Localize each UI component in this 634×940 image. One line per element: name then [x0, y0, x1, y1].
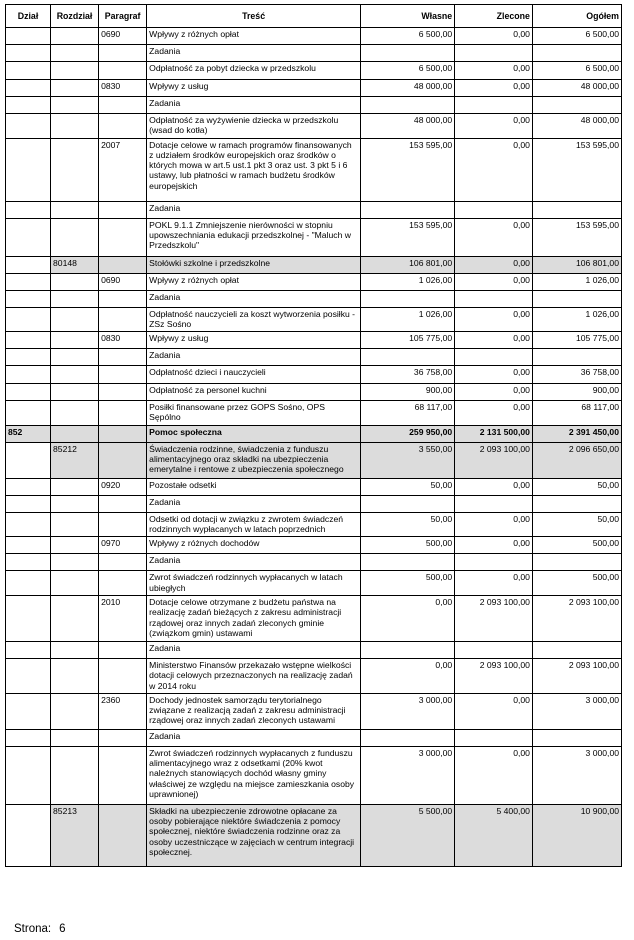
cell-paragraf — [99, 804, 147, 866]
cell-paragraf — [99, 349, 147, 366]
rozdzial-row — [6, 804, 622, 866]
table-row — [6, 537, 622, 554]
cell-tresc: Odsetki od dotacji w związku z zwrotem świadczeń rodzinnych wypłacanych w latach poprzednich — [147, 512, 361, 537]
table-row — [6, 28, 622, 45]
cell-rozdzial — [51, 384, 99, 401]
cell-paragraf — [99, 62, 147, 80]
cell-ogolem: 2 093 100,00 — [532, 595, 621, 641]
cell-wlasne: 153 595,00 — [361, 218, 455, 256]
cell-wlasne: 153 595,00 — [361, 138, 455, 201]
cell-paragraf: 0970 — [99, 537, 147, 554]
cell-dzial — [6, 512, 51, 537]
cell-paragraf — [99, 658, 147, 693]
cell-zlecone: 0,00 — [455, 273, 533, 290]
table-row — [6, 554, 622, 571]
cell-zlecone: 0,00 — [455, 62, 533, 80]
cell-rozdzial — [51, 80, 99, 97]
cell-tresc: Zadania — [147, 45, 361, 62]
cell-wlasne — [361, 201, 455, 218]
cell-ogolem: 10 900,00 — [532, 804, 621, 866]
cell-paragraf: 2007 — [99, 138, 147, 201]
rozdzial-row — [6, 256, 622, 273]
table-row — [6, 349, 622, 366]
cell-dzial — [6, 349, 51, 366]
cell-rozdzial — [51, 307, 99, 332]
header-row — [6, 5, 622, 28]
cell-tresc: Dochody jednostek samorządu terytorialnego związane z realizacją zadań z zakresu administracji rządowej oraz innych zadań zleconych ustawami — [147, 693, 361, 729]
table-row — [6, 114, 622, 139]
cell-tresc: Zadania — [147, 349, 361, 366]
cell-rozdzial — [51, 62, 99, 80]
cell-paragraf — [99, 384, 147, 401]
cell-paragraf — [99, 401, 147, 426]
table-row — [6, 495, 622, 512]
cell-tresc: Zadania — [147, 641, 361, 658]
cell-zlecone: 2 131 500,00 — [455, 425, 533, 442]
cell-wlasne: 6 500,00 — [361, 62, 455, 80]
cell-rozdzial — [51, 201, 99, 218]
header-dzial: Dział — [6, 5, 51, 28]
cell-ogolem: 500,00 — [532, 537, 621, 554]
table-row — [6, 478, 622, 495]
cell-wlasne: 3 000,00 — [361, 693, 455, 729]
cell-zlecone: 0,00 — [455, 401, 533, 426]
cell-rozdzial — [51, 114, 99, 139]
cell-paragraf — [99, 729, 147, 746]
cell-rozdzial — [51, 595, 99, 641]
cell-dzial — [6, 442, 51, 478]
cell-paragraf — [99, 290, 147, 307]
cell-dzial — [6, 273, 51, 290]
cell-tresc: Pozostałe odsetki — [147, 478, 361, 495]
table-row — [6, 97, 622, 114]
table-row — [6, 201, 622, 218]
cell-dzial — [6, 641, 51, 658]
cell-tresc: Zwrot świadczeń rodzinnych wypłacanych w latach ubiegłych — [147, 571, 361, 596]
cell-dzial — [6, 45, 51, 62]
table-row — [6, 307, 622, 332]
cell-ogolem — [532, 554, 621, 571]
cell-tresc: Wpływy z różnych opłat — [147, 273, 361, 290]
cell-zlecone: 0,00 — [455, 537, 533, 554]
cell-tresc: Odpłatność za wyżywienie dziecka w przedszkolu (wsad do kotła) — [147, 114, 361, 139]
cell-dzial — [6, 693, 51, 729]
cell-ogolem: 500,00 — [532, 571, 621, 596]
cell-wlasne: 5 500,00 — [361, 804, 455, 866]
cell-dzial — [6, 384, 51, 401]
cell-wlasne — [361, 495, 455, 512]
cell-paragraf: 0830 — [99, 332, 147, 349]
cell-ogolem: 36 758,00 — [532, 366, 621, 384]
cell-paragraf: 2010 — [99, 595, 147, 641]
cell-ogolem — [532, 729, 621, 746]
cell-paragraf — [99, 45, 147, 62]
cell-rozdzial — [51, 495, 99, 512]
cell-wlasne: 0,00 — [361, 595, 455, 641]
cell-ogolem: 68 117,00 — [532, 401, 621, 426]
cell-paragraf: 2360 — [99, 693, 147, 729]
cell-zlecone — [455, 349, 533, 366]
table-row — [6, 332, 622, 349]
cell-zlecone: 0,00 — [455, 478, 533, 495]
cell-wlasne: 0,00 — [361, 658, 455, 693]
table-row — [6, 290, 622, 307]
cell-tresc: Ministerstwo Finansów przekazało wstępne wielkości dotacji celowych przeznaczonych na realizację zadań w 2014 roku — [147, 658, 361, 693]
cell-paragraf — [99, 114, 147, 139]
dzial-row — [6, 425, 622, 442]
cell-rozdzial: 80148 — [51, 256, 99, 273]
cell-tresc: Wpływy z usług — [147, 332, 361, 349]
cell-wlasne — [361, 45, 455, 62]
header-tresc: Treść — [147, 5, 361, 28]
cell-wlasne: 68 117,00 — [361, 401, 455, 426]
cell-ogolem: 1 026,00 — [532, 307, 621, 332]
cell-ogolem — [532, 201, 621, 218]
cell-rozdzial — [51, 332, 99, 349]
cell-tresc: Stołówki szkolne i przedszkolne — [147, 256, 361, 273]
cell-dzial: 852 — [6, 425, 51, 442]
cell-rozdzial — [51, 478, 99, 495]
cell-wlasne: 1 026,00 — [361, 307, 455, 332]
cell-rozdzial: 85213 — [51, 804, 99, 866]
cell-tresc: Odpłatność dzieci i nauczycieli — [147, 366, 361, 384]
table-row — [6, 595, 622, 641]
cell-dzial — [6, 478, 51, 495]
cell-paragraf — [99, 554, 147, 571]
cell-zlecone — [455, 495, 533, 512]
cell-tresc: Wpływy z różnych dochodów — [147, 537, 361, 554]
cell-dzial — [6, 571, 51, 596]
cell-ogolem — [532, 349, 621, 366]
cell-tresc: Dotacje celowe w ramach programów finansowanych z udziałem środków europejskich oraz środków o których mowa w art.5 ust.1 pkt 3 oraz ust. 3 pkt 5 i 6 ustawy, lub płatności w ramach budżetu środków europejskich — [147, 138, 361, 201]
cell-tresc: Świadczenia rodzinne, świadczenia z funduszu alimentacyjnego oraz składki na ubezpieczenia emerytalne i rentowe z ubezpieczenia społecznego — [147, 442, 361, 478]
table-row — [6, 384, 622, 401]
cell-zlecone: 0,00 — [455, 332, 533, 349]
cell-ogolem: 50,00 — [532, 512, 621, 537]
table-row — [6, 512, 622, 537]
cell-ogolem: 2 093 100,00 — [532, 658, 621, 693]
cell-rozdzial — [51, 537, 99, 554]
cell-ogolem: 3 000,00 — [532, 746, 621, 804]
cell-wlasne: 900,00 — [361, 384, 455, 401]
cell-rozdzial: 85212 — [51, 442, 99, 478]
cell-wlasne — [361, 554, 455, 571]
cell-paragraf — [99, 495, 147, 512]
cell-zlecone: 0,00 — [455, 218, 533, 256]
table-row — [6, 658, 622, 693]
cell-ogolem — [532, 641, 621, 658]
cell-zlecone — [455, 97, 533, 114]
cell-ogolem — [532, 290, 621, 307]
cell-dzial — [6, 658, 51, 693]
cell-rozdzial — [51, 658, 99, 693]
cell-zlecone: 2 093 100,00 — [455, 442, 533, 478]
table-row — [6, 218, 622, 256]
table-row — [6, 366, 622, 384]
cell-zlecone: 0,00 — [455, 571, 533, 596]
cell-paragraf: 0690 — [99, 273, 147, 290]
cell-dzial — [6, 746, 51, 804]
cell-rozdzial — [51, 45, 99, 62]
cell-rozdzial — [51, 746, 99, 804]
cell-paragraf — [99, 571, 147, 596]
rozdzial-row — [6, 442, 622, 478]
cell-tresc: Zadania — [147, 554, 361, 571]
cell-dzial — [6, 28, 51, 45]
cell-ogolem: 48 000,00 — [532, 114, 621, 139]
cell-tresc: Posiłki finansowane przez GOPS Sośno, OPS Sępólno — [147, 401, 361, 426]
cell-paragraf: 0690 — [99, 28, 147, 45]
cell-dzial — [6, 554, 51, 571]
cell-zlecone — [455, 729, 533, 746]
budget-table — [5, 4, 622, 867]
cell-rozdzial — [51, 97, 99, 114]
cell-wlasne: 106 801,00 — [361, 256, 455, 273]
cell-dzial — [6, 537, 51, 554]
table-row — [6, 746, 622, 804]
cell-wlasne: 50,00 — [361, 512, 455, 537]
cell-tresc: Odpłatność za personel kuchni — [147, 384, 361, 401]
cell-wlasne — [361, 290, 455, 307]
cell-wlasne: 500,00 — [361, 537, 455, 554]
cell-wlasne: 3 550,00 — [361, 442, 455, 478]
cell-wlasne: 6 500,00 — [361, 28, 455, 45]
cell-dzial — [6, 401, 51, 426]
cell-rozdzial — [51, 218, 99, 256]
cell-zlecone — [455, 201, 533, 218]
cell-dzial — [6, 256, 51, 273]
cell-zlecone: 0,00 — [455, 512, 533, 537]
cell-zlecone: 2 093 100,00 — [455, 658, 533, 693]
cell-tresc: POKL 9.1.1 Zmniejszenie nierówności w stopniu upowszechniania edukacji przedszkolnej - "Maluch w Przedszkolu" — [147, 218, 361, 256]
cell-paragraf — [99, 366, 147, 384]
cell-tresc: Wpływy z usług — [147, 80, 361, 97]
cell-paragraf — [99, 201, 147, 218]
cell-dzial — [6, 332, 51, 349]
cell-rozdzial — [51, 28, 99, 45]
cell-ogolem: 2 391 450,00 — [532, 425, 621, 442]
cell-dzial — [6, 80, 51, 97]
cell-zlecone — [455, 554, 533, 571]
cell-wlasne: 105 775,00 — [361, 332, 455, 349]
cell-ogolem: 106 801,00 — [532, 256, 621, 273]
cell-dzial — [6, 595, 51, 641]
cell-zlecone — [455, 641, 533, 658]
cell-dzial — [6, 97, 51, 114]
cell-ogolem: 6 500,00 — [532, 62, 621, 80]
cell-wlasne — [361, 729, 455, 746]
page-number: 6 — [59, 923, 66, 935]
cell-dzial — [6, 62, 51, 80]
cell-dzial — [6, 201, 51, 218]
cell-tresc: Zadania — [147, 201, 361, 218]
cell-zlecone: 0,00 — [455, 384, 533, 401]
cell-rozdzial — [51, 349, 99, 366]
cell-zlecone: 0,00 — [455, 28, 533, 45]
cell-rozdzial — [51, 729, 99, 746]
cell-wlasne — [361, 641, 455, 658]
cell-rozdzial — [51, 273, 99, 290]
cell-dzial — [6, 729, 51, 746]
page-footer — [14, 923, 65, 935]
table-row — [6, 45, 622, 62]
cell-zlecone: 0,00 — [455, 256, 533, 273]
cell-dzial — [6, 495, 51, 512]
cell-wlasne: 48 000,00 — [361, 80, 455, 97]
table-row — [6, 62, 622, 80]
table-row — [6, 571, 622, 596]
table-row — [6, 138, 622, 201]
cell-zlecone: 0,00 — [455, 746, 533, 804]
cell-zlecone: 2 093 100,00 — [455, 595, 533, 641]
cell-paragraf: 0920 — [99, 478, 147, 495]
cell-ogolem: 3 000,00 — [532, 693, 621, 729]
cell-tresc: Wpływy z różnych opłat — [147, 28, 361, 45]
cell-tresc: Odpłatność nauczycieli za koszt wytworzenia posiłku - ZSz Sośno — [147, 307, 361, 332]
cell-ogolem: 1 026,00 — [532, 273, 621, 290]
cell-tresc: Składki na ubezpieczenie zdrowotne opłacane za osoby pobierające niektóre świadczenia z pomocy społecznej, niektóre świadczenia rodzinne oraz za osoby uczestniczące w zajęciach w centrum integracji społecznej. — [147, 804, 361, 866]
cell-paragraf — [99, 442, 147, 478]
cell-wlasne: 1 026,00 — [361, 273, 455, 290]
cell-tresc: Zadania — [147, 729, 361, 746]
cell-tresc: Zwrot świadczeń rodzinnych wypłacanych z funduszu alimentacyjnego wraz z odsetkami (20% kwot należnych stanowiących dochód własny gminy właściwej ze względu na miejsce zamieszkania osoby uprawnionej) — [147, 746, 361, 804]
table-row — [6, 273, 622, 290]
cell-ogolem: 50,00 — [532, 478, 621, 495]
cell-ogolem: 153 595,00 — [532, 218, 621, 256]
header-paragraf: Paragraf — [99, 5, 147, 28]
cell-ogolem — [532, 97, 621, 114]
cell-zlecone: 5 400,00 — [455, 804, 533, 866]
cell-paragraf — [99, 746, 147, 804]
cell-dzial — [6, 307, 51, 332]
cell-ogolem: 48 000,00 — [532, 80, 621, 97]
page-label: Strona: — [14, 923, 52, 935]
cell-wlasne: 259 950,00 — [361, 425, 455, 442]
cell-wlasne: 50,00 — [361, 478, 455, 495]
header-zlecone: Zlecone — [455, 5, 533, 28]
cell-dzial — [6, 138, 51, 201]
cell-paragraf — [99, 256, 147, 273]
cell-ogolem — [532, 495, 621, 512]
table-row — [6, 401, 622, 426]
cell-tresc: Dotacje celowe otrzymane z budżetu państwa na realizację zadań bieżących z zakresu administracji rządowej oraz innych zadań zleconych gminie (związkom gmin) ustawami — [147, 595, 361, 641]
table-row — [6, 693, 622, 729]
cell-dzial — [6, 804, 51, 866]
cell-wlasne: 48 000,00 — [361, 114, 455, 139]
cell-rozdzial — [51, 138, 99, 201]
cell-paragraf — [99, 512, 147, 537]
header-ogolem: Ogółem — [532, 5, 621, 28]
cell-ogolem — [532, 45, 621, 62]
cell-rozdzial — [51, 290, 99, 307]
cell-rozdzial — [51, 425, 99, 442]
cell-paragraf — [99, 425, 147, 442]
cell-wlasne — [361, 97, 455, 114]
cell-paragraf — [99, 97, 147, 114]
cell-tresc: Zadania — [147, 495, 361, 512]
cell-dzial — [6, 218, 51, 256]
cell-tresc: Pomoc społeczna — [147, 425, 361, 442]
cell-dzial — [6, 290, 51, 307]
cell-zlecone — [455, 45, 533, 62]
cell-dzial — [6, 366, 51, 384]
table-row — [6, 729, 622, 746]
cell-tresc: Zadania — [147, 290, 361, 307]
cell-rozdzial — [51, 554, 99, 571]
cell-wlasne: 36 758,00 — [361, 366, 455, 384]
cell-rozdzial — [51, 641, 99, 658]
cell-tresc: Zadania — [147, 97, 361, 114]
header-wlasne: Własne — [361, 5, 455, 28]
cell-ogolem: 900,00 — [532, 384, 621, 401]
cell-paragraf — [99, 641, 147, 658]
cell-rozdzial — [51, 512, 99, 537]
cell-ogolem: 6 500,00 — [532, 28, 621, 45]
table-row — [6, 80, 622, 97]
cell-zlecone: 0,00 — [455, 80, 533, 97]
cell-zlecone — [455, 290, 533, 307]
cell-rozdzial — [51, 401, 99, 426]
cell-rozdzial — [51, 571, 99, 596]
cell-wlasne — [361, 349, 455, 366]
cell-zlecone: 0,00 — [455, 366, 533, 384]
cell-zlecone: 0,00 — [455, 307, 533, 332]
header-rozdzial: Rozdział — [51, 5, 99, 28]
cell-wlasne: 500,00 — [361, 571, 455, 596]
cell-ogolem: 2 096 650,00 — [532, 442, 621, 478]
cell-wlasne: 3 000,00 — [361, 746, 455, 804]
cell-dzial — [6, 114, 51, 139]
cell-zlecone: 0,00 — [455, 693, 533, 729]
cell-paragraf — [99, 218, 147, 256]
cell-paragraf — [99, 307, 147, 332]
cell-ogolem: 153 595,00 — [532, 138, 621, 201]
cell-paragraf: 0830 — [99, 80, 147, 97]
cell-rozdzial — [51, 366, 99, 384]
cell-rozdzial — [51, 693, 99, 729]
table-row — [6, 641, 622, 658]
cell-ogolem: 105 775,00 — [532, 332, 621, 349]
cell-zlecone: 0,00 — [455, 138, 533, 201]
cell-tresc: Odpłatność za pobyt dziecka w przedszkolu — [147, 62, 361, 80]
cell-zlecone: 0,00 — [455, 114, 533, 139]
